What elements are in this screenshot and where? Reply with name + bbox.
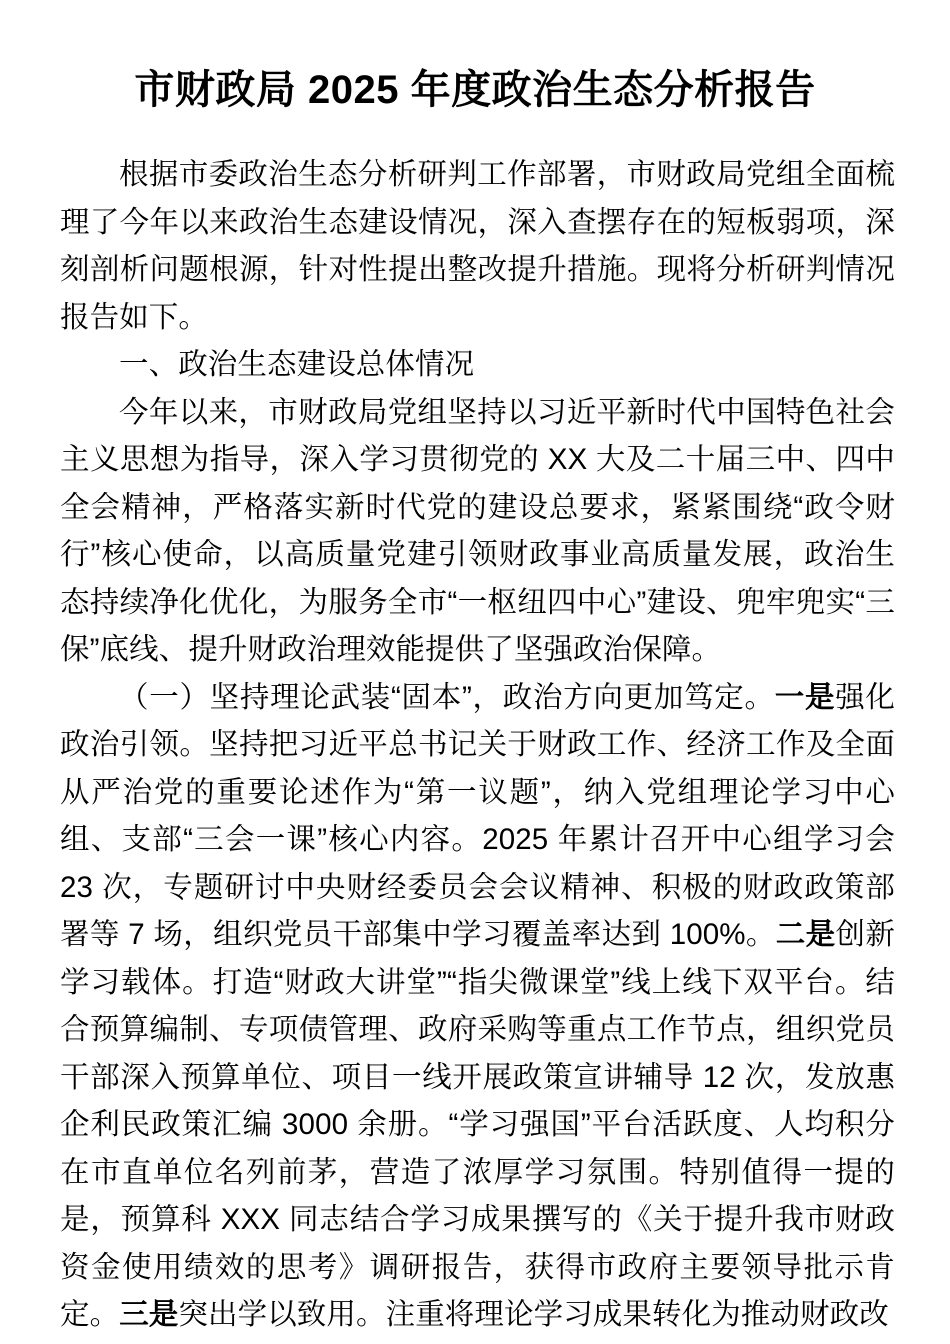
document-body xyxy=(0,118,950,1339)
point-three-label: 三是 xyxy=(119,1298,179,1331)
paragraph-intro: 根据市委政治生态分析研判工作部署，市财政局党组全面梳理了今年以来政治生态建设情况，深入查摆存在的短板弱项，深刻剖析问题根源，针对性提出整改提升措施。现将分析研判情况报告如下。 xyxy=(60,158,895,334)
point-one-label: 一是 xyxy=(774,680,836,714)
point-one-text: 强化政治引领。坚持把习近平总书记关于财政工作、经济工作及全面从严治党的重要论述作为“第一议题”，纳入党组理论学习中心组、支部“三会一课”核心内容。2025 年累计召开中心组学习会 23 次，专题研讨中央财经委员会会议精神、积极的财政政策部署等 7 场，组织党员干部集中学习覆盖率达到 100%。 xyxy=(60,680,896,951)
page-title: 市财政局 2025 年度政治生态分析报告 xyxy=(134,68,816,112)
paragraph-overview: 今年以来，市财政局党组坚持以习近平新时代中国特色社会主义思想为指导，深入学习贯彻党的 XX 大及二十届三中、四中全会精神，严格落实新时代党的建设总要求，紧紧围绕“政令财行”核心使命，以高质量党建引领财政事业高质量发展，政治生态持续净化优化，为服务全市“一枢纽四中心”建设、兜牢兜实“三保”底线、提升财政治理效能提供了坚强政治保障。 xyxy=(60,395,895,666)
subsection-one-lead: （一）坚持理论武装“固本”，政治方向更加笃定。 xyxy=(119,680,775,714)
point-two-text: 创新学习载体。打造“财政大讲堂”“指尖微课堂”线上线下双平台。结合预算编制、专项债管理、政府采购等重点工作节点，组织党员干部深入预算单位、项目一线开展政策宣讲辅导 12 次，发放惠企利民政策汇编 3000 余册。“学习强国”平台活跃度、人均积分在市直单位名列前茅，营造了浓厚学习氛围。特别值得一提的是，预算科 XXX 同志结合学习成果撰写的《关于提升我市财政资金使用绩效的思考》调研报告，获得市政府主要领导批示肯定。 xyxy=(60,918,896,1331)
point-two-label: 二是 xyxy=(775,918,836,951)
section-heading-one: 一、政治生态建设总体情况 xyxy=(119,348,475,381)
point-three-text: 突出学以致用。注重将理论学习成果转化为推动财政改 xyxy=(178,1298,889,1331)
paragraph-subsection-one xyxy=(60,674,895,1339)
